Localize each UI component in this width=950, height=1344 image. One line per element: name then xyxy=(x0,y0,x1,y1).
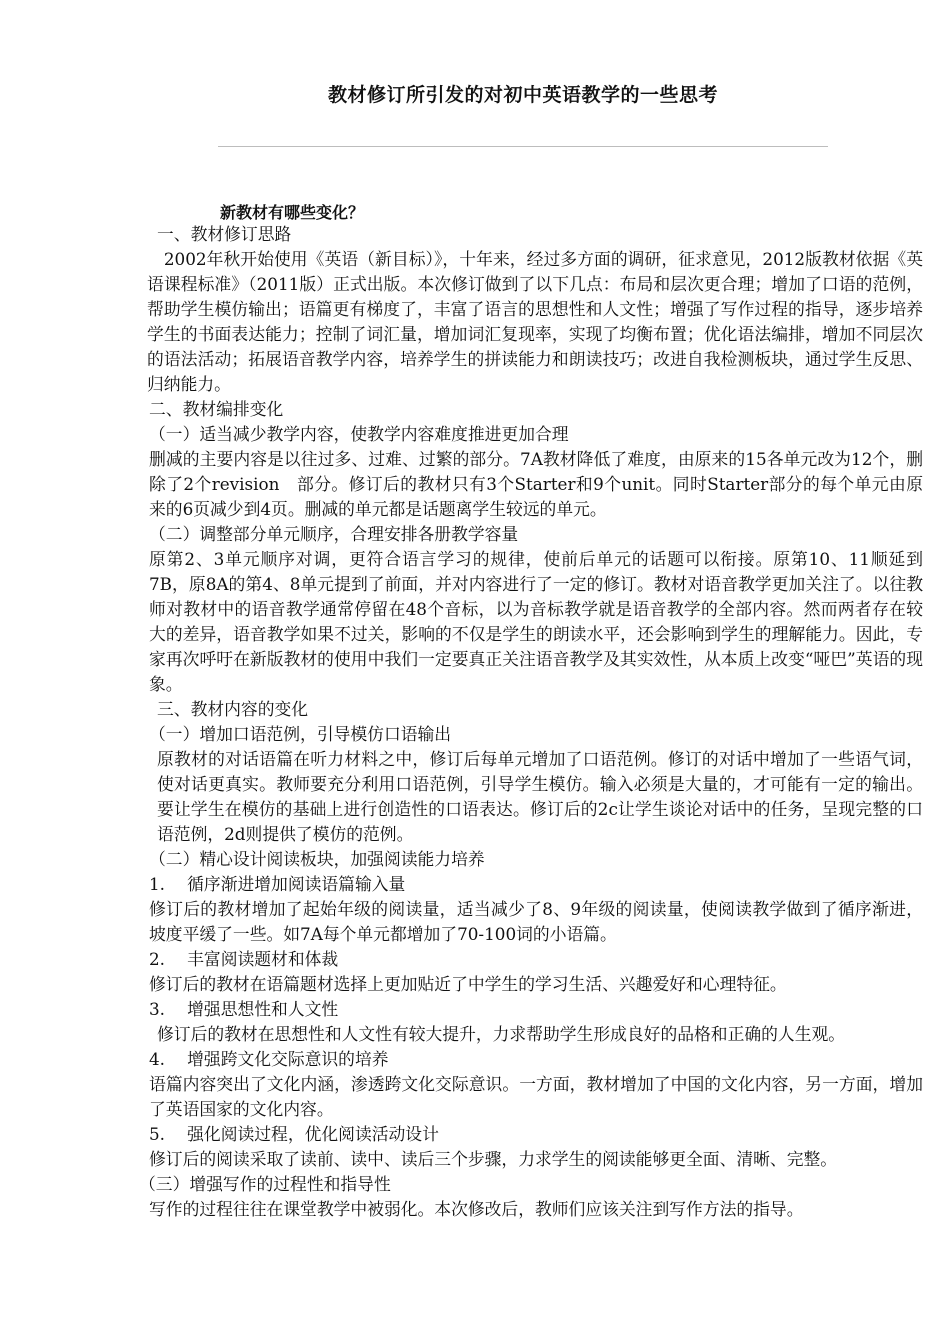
document-body xyxy=(129,222,923,1222)
paragraph: 写作的过程往往在课堂教学中被弱化。本次修改后，教师们应该关注到写作方法的指导。 xyxy=(149,1199,804,1219)
paragraph: （一）适当减少教学内容，使教学内容难度推进更加合理 xyxy=(149,424,569,444)
paragraph: 删减的主要内容是以往过多、过难、过繁的部分。7A教材降低了难度，由原来的15各单元改为12个，删除了2个revision 部分。修订后的教材只有3个Starter和9个unit。同时Starter部分的每个单元由原来的6页减少到4页。删减的单元都是话题离学生较远的单元。 xyxy=(149,449,923,519)
section-heading: 新教材有哪些变化？ xyxy=(220,203,365,222)
paragraph: 修订后的教材增加了起始年级的阅读量，适当减少了8、9年级的阅读量，使阅读教学做到了循序渐进，坡度平缓了一些。如7A每个单元都增加了70-100词的小语篇。 xyxy=(149,899,923,944)
paragraph: 原第2、3单元顺序对调，更符合语言学习的规律，使前后单元的话题可以衔接。原第10、11顺延到7B，原8A的第4、8单元提到了前面，并对内容进行了一定的修订。教材对语音教学更加关注了。以往教师对教材中的语音教学通常停留在48个音标，以为音标教学就是语音教学的全部内容。然而两者存在较大的差异，语音教学如果不过关，影响的不仅是学生的朗读水平，还会影响到学生的理解能力。因此，专家再次呼吁在新版教材的使用中我们一定要真正关注语音教学及其实效性，从本质上改变“哑巴”英语的现象。 xyxy=(149,549,923,694)
paragraph: 1. 循序渐进增加阅读语篇输入量 xyxy=(149,874,406,894)
document-title: 教材修订所引发的对初中英语教学的一些思考 xyxy=(327,84,718,106)
title-divider xyxy=(218,146,828,147)
paragraph: 5. 强化阅读过程，优化阅读活动设计 xyxy=(149,1124,439,1144)
paragraph: （二）精心设计阅读板块，加强阅读能力培养 xyxy=(149,849,485,869)
paragraph: 修订后的教材在思想性和人文性有较大提升，力求帮助学生形成良好的品格和正确的人生观。 xyxy=(157,1024,846,1044)
paragraph: 一、教材修订思路 xyxy=(157,224,292,244)
paragraph: 2. 丰富阅读题材和体裁 xyxy=(149,949,339,969)
paragraph: 三、教材内容的变化 xyxy=(157,699,309,719)
paragraph: （一）增加口语范例，引导模仿口语输出 xyxy=(149,724,452,744)
paragraph: 修订后的阅读采取了读前、读中、读后三个步骤，力求学生的阅读能够更全面、清晰、完整。 xyxy=(149,1149,838,1169)
paragraph: 二、教材编排变化 xyxy=(149,399,284,419)
paragraph: （三）增强写作的过程性和指导性 xyxy=(139,1174,391,1194)
paragraph: 原教材的对话语篇在听力材料之中，修订后每单元增加了口语范例。修订的对话中增加了一些语气词，使对话更真实。教师要充分利用口语范例，引导学生模仿。输入必须是大量的，才可能有一定的输出。要让学生在模仿的基础上进行创造性的口语表达。修订后的2c让学生谈论对话中的任务，呈现完整的口语范例，2d则提供了模仿的范例。 xyxy=(157,749,923,844)
paragraph: 4. 增强跨文化交际意识的培养 xyxy=(149,1049,389,1069)
paragraph: 3. 增强思想性和人文性 xyxy=(149,999,339,1019)
paragraph: （二）调整部分单元顺序，合理安排各册教学容量 xyxy=(149,524,519,544)
paragraph: 修订后的教材在语篇题材选择上更加贴近了中学生的学习生活、兴趣爱好和心理特征。 xyxy=(149,974,787,994)
paragraph: 2002年秋开始使用《英语（新目标）》，十年来，经过多方面的调研，征求意见，2012版教材依据《英语课程标准》（2011版）正式出版。本次修订做到了以下几点：布局和层次更合理；增加了口语的范例，帮助学生模仿输出；语篇更有梯度了，丰富了语言的思想性和人文性；增强了写作过程的指导，逐步培养学生的书面表达能力；控制了词汇量，增加词汇复现率，实现了均衡布置；优化语法编排，增加不同层次的语法活动；拓展语音教学内容，培养学生的拼读能力和朗读技巧；改进自我检测板块，通过学生反思、归纳能力。 xyxy=(147,249,923,394)
paragraph: 语篇内容突出了文化内涵，渗透跨文化交际意识。一方面，教材增加了中国的文化内容，另一方面，增加了英语国家的文化内容。 xyxy=(149,1074,923,1119)
